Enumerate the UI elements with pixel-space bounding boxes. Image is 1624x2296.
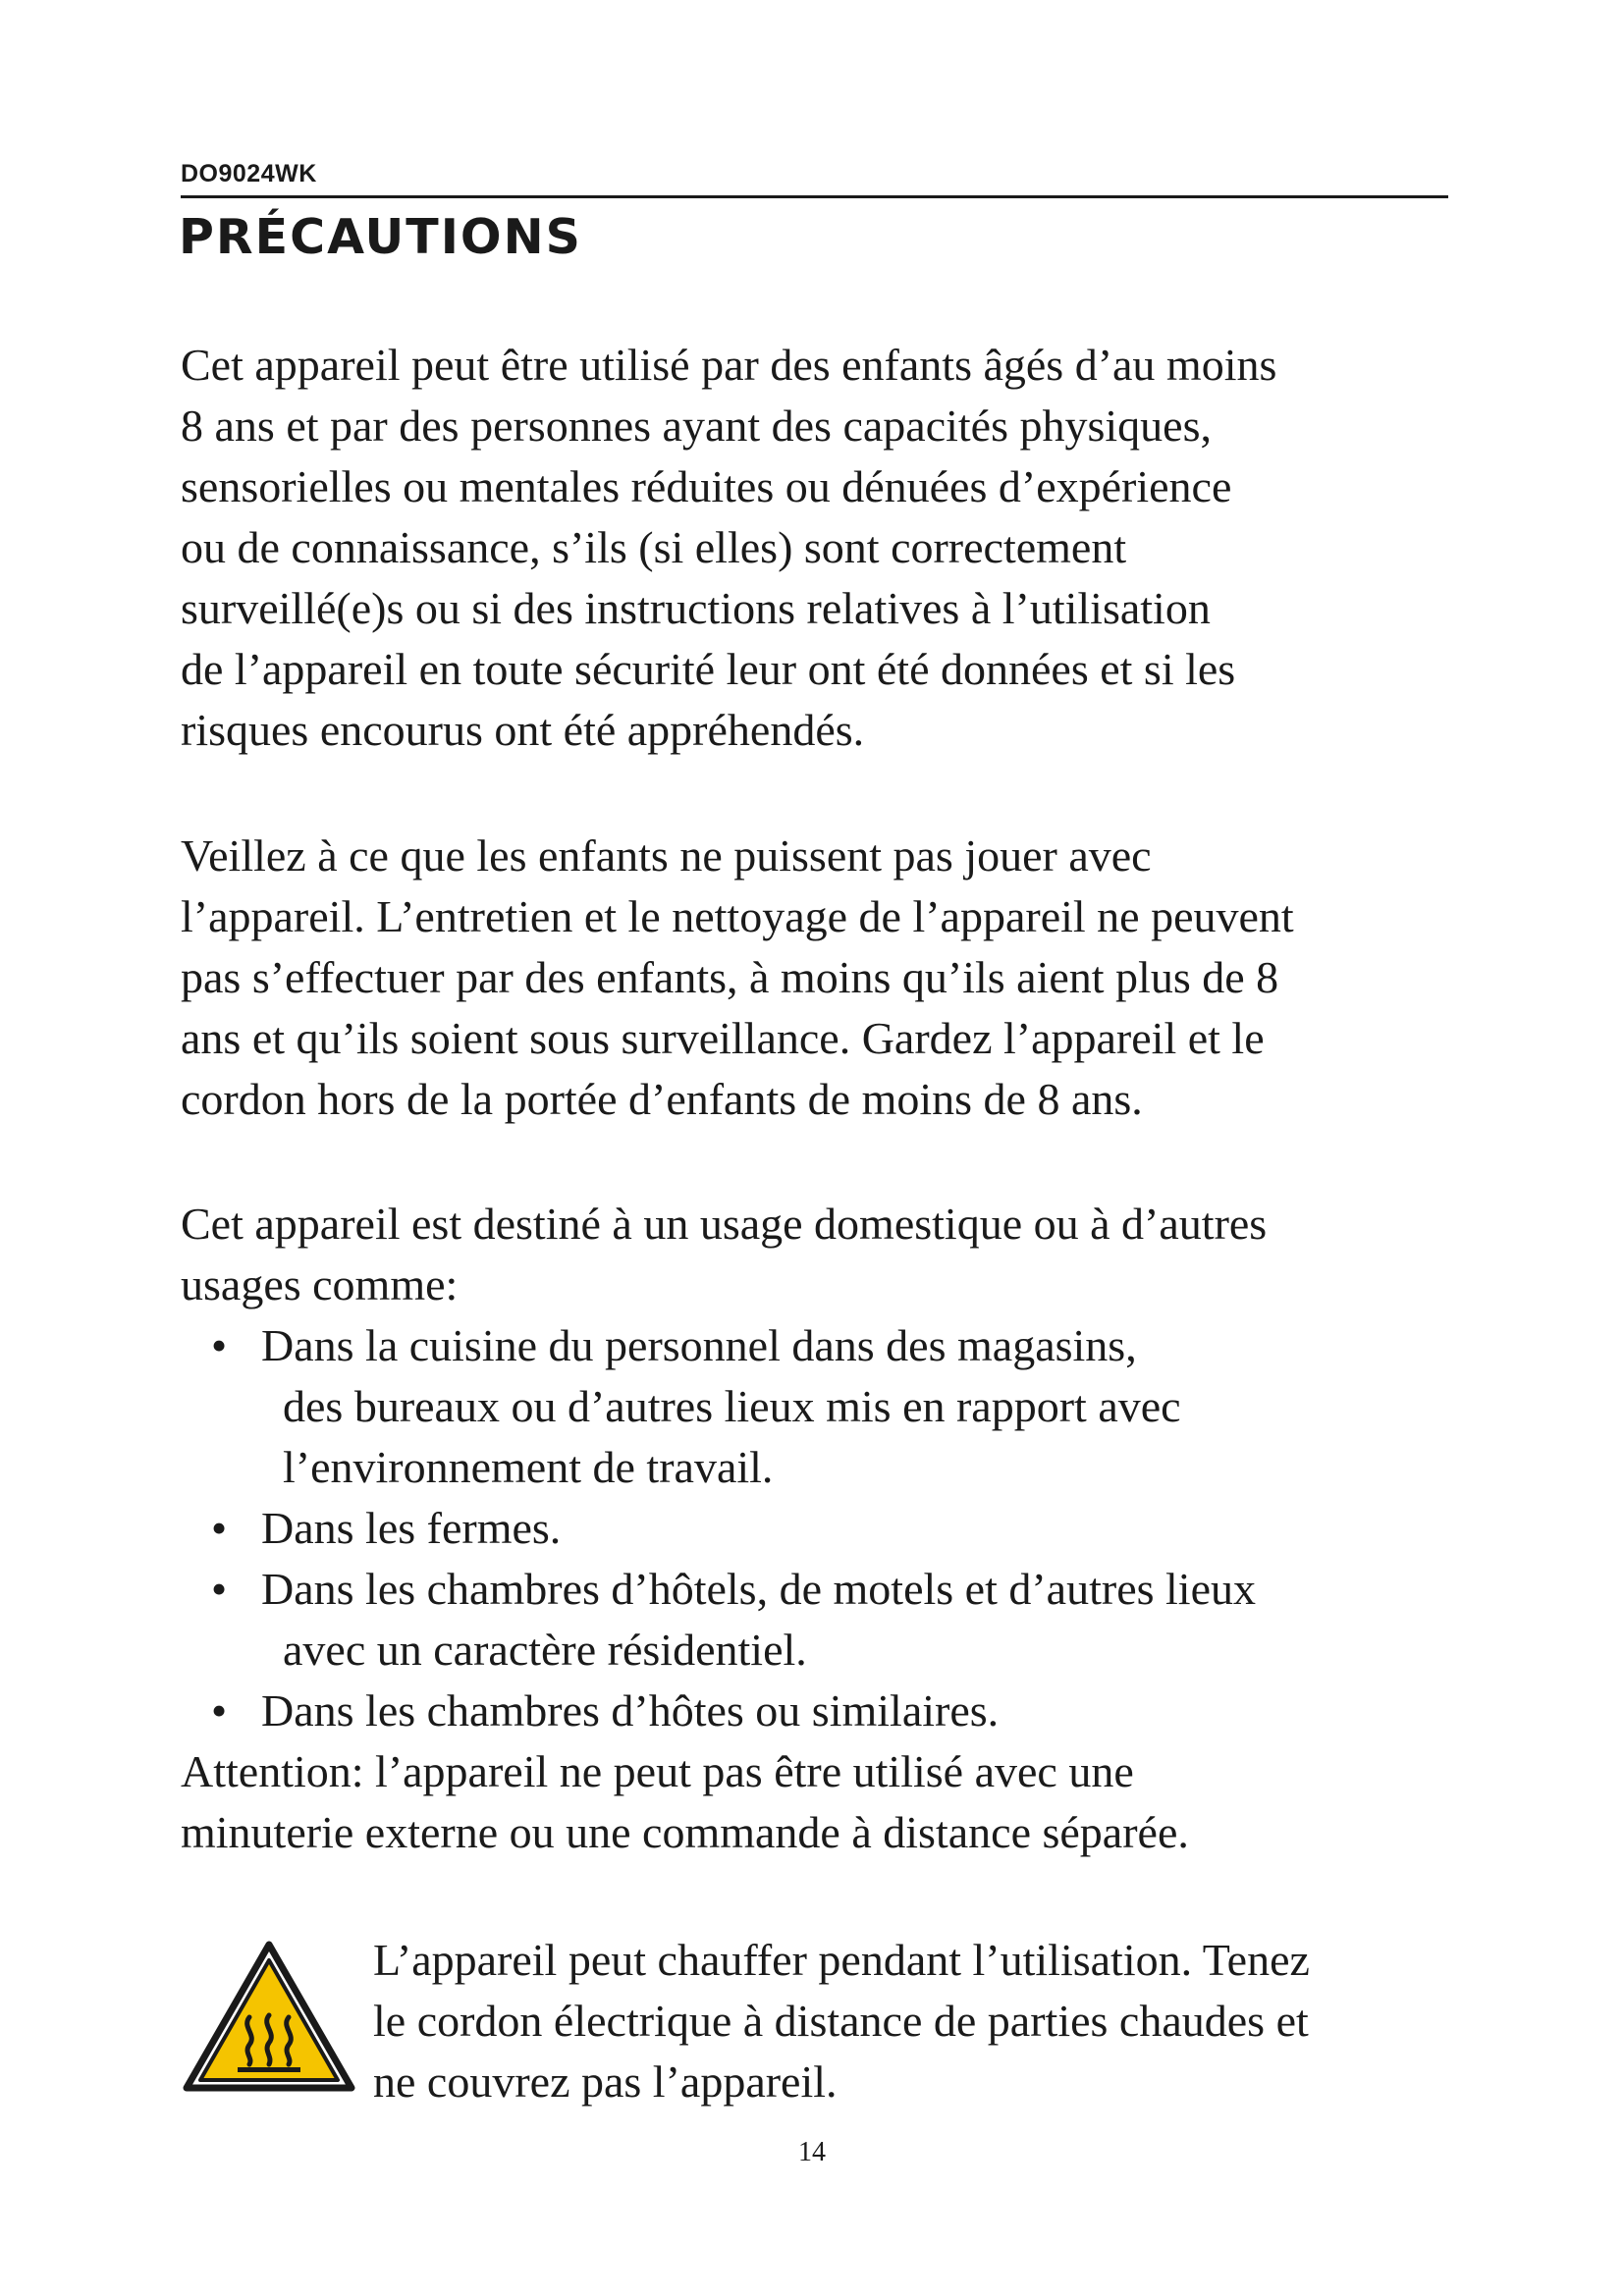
text-line: 8 ans et par des personnes ayant des capacités physiques, — [181, 400, 1213, 451]
text-line: L’appareil peut chauffer pendant l’utilisation. Tenez — [373, 1935, 1310, 1985]
text-line: Attention: l’appareil ne peut pas être utilisé avec une — [181, 1746, 1134, 1796]
text-line: ans et qu’ils soient sous surveillance. Gardez l’appareil et le — [181, 1013, 1265, 1063]
paragraph-children-supervision — [181, 826, 1294, 1130]
page-number: 14 — [798, 2137, 826, 2167]
hot-surface-warning-icon — [181, 1939, 357, 2096]
page-title: PRÉCAUTIONS — [179, 209, 582, 265]
list-item — [181, 1315, 1267, 1498]
paragraph-hot-surface-warning — [373, 1930, 1310, 2112]
text-line: surveillé(e)s ou si des instructions relatives à l’utilisation — [181, 583, 1211, 633]
model-number: DO9024WK — [181, 160, 317, 187]
text-line: sensorielles ou mentales réduites ou dénuées d’expérience — [181, 461, 1232, 511]
header-divider — [181, 195, 1448, 198]
text-line: le cordon électrique à distance de parties chaudes et — [373, 1996, 1309, 2046]
bullet-text: Dans la cuisine du personnel dans des magasins, — [261, 1320, 1137, 1370]
bullet-text: Dans les chambres d’hôtes ou similaires. — [261, 1685, 1000, 1735]
bullet-icon: • — [211, 1320, 228, 1370]
bullet-text: Dans les fermes. — [261, 1503, 562, 1553]
bullet-icon: • — [211, 1685, 228, 1735]
list-item — [181, 1559, 1267, 1681]
text-line: ou de connaissance, s’ils (si elles) sont correctement — [181, 522, 1127, 572]
text-line: pas s’effectuer par des enfants, à moins qu’ils aient plus de 8 — [181, 952, 1279, 1002]
paragraph-intended-use — [181, 1194, 1267, 1863]
text-line: usages comme: — [181, 1259, 459, 1309]
bullet-text-continued: l’environnement de travail. — [283, 1442, 774, 1492]
list-item — [181, 1681, 1267, 1741]
hot-surface-base — [238, 2067, 300, 2072]
bullet-text: Dans les chambres d’hôtels, de motels et d’autres lieux — [261, 1564, 1256, 1614]
bullet-text-continued: des bureaux ou d’autres lieux mis en rapport avec — [283, 1381, 1181, 1431]
bullet-icon: • — [211, 1503, 228, 1553]
text-line: Cet appareil est destiné à un usage domestique ou à d’autres — [181, 1199, 1268, 1249]
bullet-icon: • — [211, 1564, 228, 1614]
bullet-text-continued: avec un caractère résidentiel. — [283, 1625, 807, 1675]
text-line: Cet appareil peut être utilisé par des enfants âgés d’au moins — [181, 340, 1277, 390]
usage-bullet-list — [181, 1315, 1267, 1741]
paragraph-children-usage — [181, 335, 1276, 761]
text-line: ne couvrez pas l’appareil. — [373, 2056, 838, 2107]
text-line: Veillez à ce que les enfants ne puissent pas jouer avec — [181, 830, 1152, 881]
text-line: risques encourus ont été appréhendés. — [181, 705, 865, 755]
text-line: cordon hors de la portée d’enfants de moins de 8 ans. — [181, 1074, 1143, 1124]
list-item — [181, 1498, 1267, 1559]
text-line: l’appareil. L’entretien et le nettoyage de l’appareil ne peuvent — [181, 891, 1294, 941]
text-line: minuterie externe ou une commande à distance séparée. — [181, 1807, 1189, 1857]
text-line: de l’appareil en toute sécurité leur ont été données et si les — [181, 644, 1236, 694]
